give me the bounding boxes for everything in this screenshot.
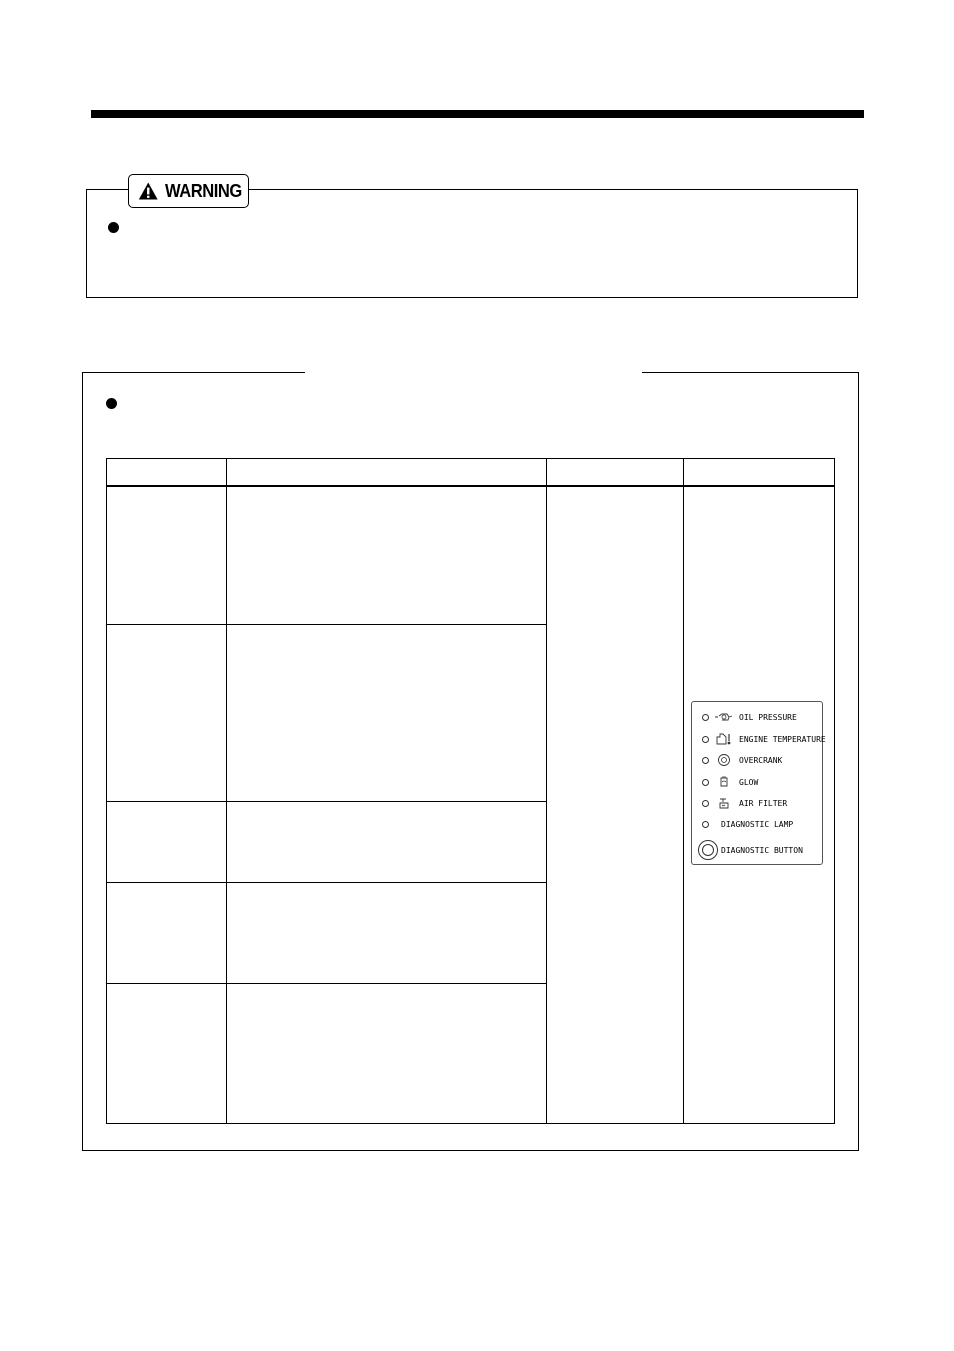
indicator-row-overcrank [702, 753, 782, 767]
indicator-row-oil-pressure [702, 710, 797, 724]
indicator-label: DIAGNOSTIC LAMP [721, 819, 794, 829]
info-bullet [106, 398, 117, 409]
indicator-row-diagnostic-lamp [702, 817, 793, 831]
table-column-divider [546, 458, 547, 1124]
warning-label: WARNING [164, 180, 242, 201]
indicator-led [702, 779, 709, 786]
thermometer-icon [709, 732, 739, 746]
table-column-divider [683, 458, 684, 1124]
warning-bullet [108, 222, 119, 233]
oil-can-icon [709, 711, 739, 723]
indicator-label: AIR FILTER [739, 798, 788, 808]
warning-tag [128, 174, 249, 208]
diagnostic-button[interactable] [698, 840, 718, 860]
table-row-divider [106, 983, 547, 984]
overcrank-icon [709, 753, 739, 767]
header-rule [91, 110, 864, 118]
table-column-divider [226, 458, 227, 1124]
indicator-label: ENGINE TEMPERATURE [739, 734, 826, 744]
indicator-panel [691, 701, 826, 865]
indicator-row-engine-temperature [702, 732, 826, 746]
indicator-row-air-filter [702, 796, 787, 810]
table-row-divider [106, 624, 547, 625]
indicator-label: OVERCRANK [739, 755, 783, 765]
indicator-led [702, 821, 709, 828]
indicator-row-glow [702, 775, 758, 789]
table-row-divider [106, 801, 547, 802]
table-header-divider [106, 485, 835, 487]
info-box-title-gap [305, 368, 642, 376]
indicator-label: GLOW [739, 777, 759, 787]
indicator-led [702, 757, 709, 764]
table-row-divider [106, 882, 547, 883]
warning-triangle-icon [138, 180, 159, 202]
diagnostic-button-label: DIAGNOSTIC BUTTON [721, 846, 803, 855]
indicator-led [702, 714, 709, 721]
indicator-led [702, 800, 709, 807]
indicator-led [702, 736, 709, 743]
indicator-label: OIL PRESSURE [739, 712, 797, 722]
glow-plug-icon [709, 775, 739, 789]
air-filter-icon [709, 796, 739, 810]
